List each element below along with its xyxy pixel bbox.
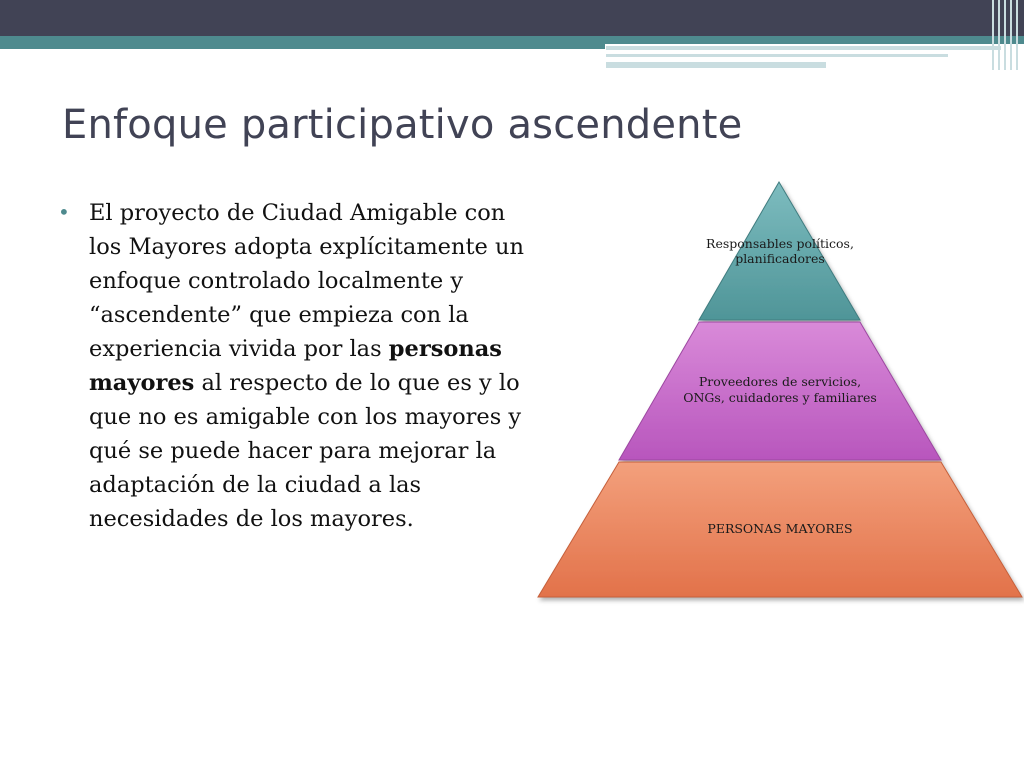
header-bar-light <box>606 54 948 57</box>
bullet-marker: • <box>58 200 70 224</box>
header-bar-dark <box>0 0 1024 36</box>
bullet-text <box>89 196 528 536</box>
header-bar-light <box>606 62 826 68</box>
pyramid-level-top-label-2: planificadores <box>735 251 825 266</box>
pyramid-level-middle-label-2: ONGs, cuidadores y familiares <box>683 390 877 405</box>
pyramid-level-bottom-label: PERSONAS MAYORES <box>707 521 853 536</box>
header-bar-teal-short <box>0 44 605 49</box>
header-stripes <box>990 0 1024 70</box>
header-bar-light <box>606 46 1001 50</box>
bullet-text-bold: personas mayores <box>89 336 502 396</box>
bullet-list <box>58 196 528 536</box>
pyramid-diagram <box>530 176 1024 616</box>
header-bar-teal <box>0 36 1024 44</box>
pyramid-level-middle-label-1: Proveedores de servicios, <box>698 374 862 389</box>
bullet-text-part1: El proyecto de Ciudad Amigable con los Mayores adopta explícitamente un enfoque controlado localmente y “ascendente” que empieza con la experiencia vivida por las <box>89 200 524 362</box>
bullet-text-part2: al respecto de lo que es y lo que no es amigable con los mayores y qué se puede hacer para mejorar la adaptación de la ciudad a las necesidades de los mayores. <box>89 370 522 532</box>
slide-title: Enfoque participativo ascendente <box>62 102 743 148</box>
pyramid-level-top-label-1: Responsables políticos, <box>706 236 854 251</box>
